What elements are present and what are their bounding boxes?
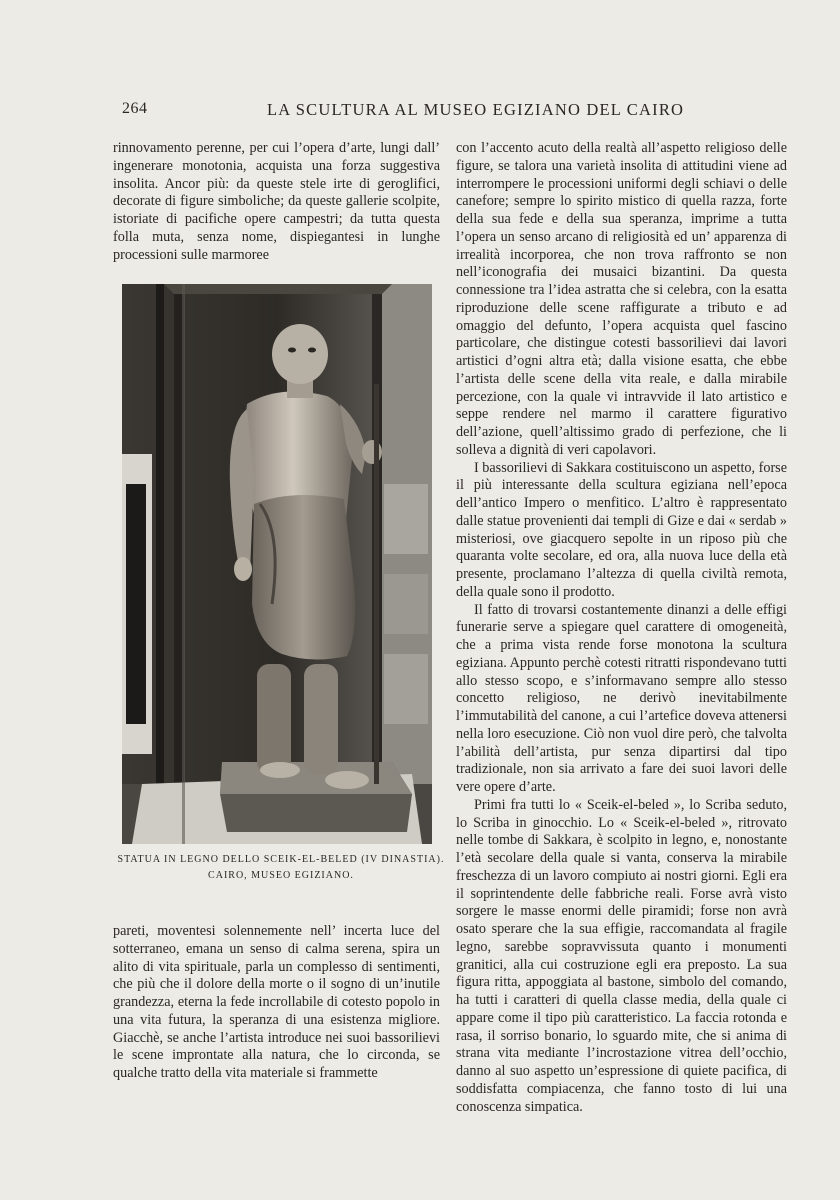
right-column [456,140,787,1116]
page-header [122,100,722,122]
page-number: 264 [122,100,148,117]
figure-caption [113,852,449,884]
paragraph: rinnovamento perenne, per cui l’opera d’arte, lungi dall’ ingenerare monotonia, acquista una forza suggestiva insolita. Ancor più: da queste stele irte di geroglifici, decorate di figure simboliche; da queste gallerie scolpite, istoriate di pacifiche opere campestri; da tutta questa folla muta, senza nome, dispiegantesi in lunghe processioni sulle marmoree [113,140,440,263]
paragraph: con l’accento acuto della realtà all’aspetto religioso delle figure, se talora una varietà insolita di attitudini viene ad interrompere le processioni uniformi degli schiavi o delle canefore; sempre lo spirito mistico di quella razza, forte della sua fede e della sua speranza, imprime a tutta l’opera un senso arcano di religiosità ed un’ apparenza di irrealità incorporea, che non trova raffronto se non nell’iconografia dei musaici bizantini. Da questa connessione tra l’idea astratta che si celebra, con la esatta riproduzione delle scene raffigurate a tributo e ad omaggio del defunto, l’opera acquista quel fascino particolare, che distingue cotesti bassorilievi dai lavori artistici d’ogni altra età; dalla visione esatta, che ebbe l’artista delle scene della vita reale, e dalla mirabile percezione, con la quale vi intravvide il lato artistico e seppe rendere nel marmo il carattere figurativo dell’azione, quell’altissimo grado di perfezione, che li solleva a dignità di veri capolavori. [456,140,787,458]
left-column-top [113,140,440,264]
paragraph: Primi fra tutti lo « Sceik-el-beled », lo Scriba seduto, lo Scriba in ginocchio. Lo « Sceik-el-beled », ritrovato nelle tombe di Sakkara, è scolpito in legno, e, nonostante l’età secolare della quale si vanta, conserva la mirabile freschezza di un lavoro compiuto ai nostri giorni. Egli era il soprintendente delle fabbriche reali. Forse avrà visto sorgere le masse enormi delle piramidi; forse non avrà osato sperare che la sua effigie, raccomandata al fragile legno, sarebbe sopravvissuta quanto i monumenti granitici, alla cui costruzione egli era preposto. La sua figura ritta, appoggiata al bastone, simbolo del comando, ha tutti i caratteri di quella classe media, della quale ci appare come il tipo più caratteristico. La faccia rotonda e rasa, il sorriso bonario, lo sguardo mite, che si anima di strana vita mediante l’incrostazione vitrea dell’occhio, danno al suo aspetto un’espressione di quiete pacifica, di soddisfatta compiacenza, che fanno tosto di lui una conoscenza simpatica. [456,796,787,1115]
statue-image [122,284,432,844]
left-column-bottom [113,923,440,1083]
paragraph: I bassorilievi di Sakkara costituiscono un aspetto, forse il più interessante della scultura egiziana nell’epoca dell’antico Impero o menfitico. L’altro è rappresentato dalle statue provenienti dai templi di Gize e dai « serdab » misteriosi, ove giacquero sepolte in un riposo più che quaranta volte secolare, ed ora, alla nuova luce della età presente, proclamano l’altezza di quella civiltà remota, della quale sono il prodotto. [456,459,787,600]
paragraph: Il fatto di trovarsi costantemente dinanzi a delle effigi funerarie serve a spiegare quel carattere di omogeneità, che a prima vista rende forse monotona la scultura egiziana. Appunto perchè cotesti ritratti rispondevano tutti allo stesso scopo, e s’informavano sempre allo stesso concetto religioso, ne derivò inevitabilmente l’immutabilità del canone, a cui l’artefice doveva attenersi nella loro esecuzione. Ciò non vuol dire però, che talvolta l’abilità dell’artista, pur senza dipartirsi dal tipo tradizionale, non sia arrivato a fare dei suoi lavori delle vere opere d’arte. [456,601,787,795]
caption-line-2: CAIRO, MUSEO EGIZIANO. [208,870,354,881]
paragraph: pareti, moventesi solennemente nell’ incerta luce del sotterraneo, emana un senso di calma serena, spira un alito di vita spirituale, parla un complesso di sentimenti, che più che il dolore della morte o il sogno di un’inutile grandezza, eterna la fede incrollabile di cotesto popolo in una vita futura, la speranza di una esistenza migliore. Giacchè, se anche l’artista introduce nei suoi bassorilievi le scene improntate alla natura, che lo circonda, se qualche tratto della vita materiale si frammette [113,923,440,1081]
caption-line-1: STATUA IN LEGNO DELLO SCEIK-EL-BELED (IV DINASTIA). [117,854,445,865]
running-title: LA SCULTURA AL MUSEO EGIZIANO DEL CAIRO [267,100,685,119]
statue-photograph [122,284,432,844]
